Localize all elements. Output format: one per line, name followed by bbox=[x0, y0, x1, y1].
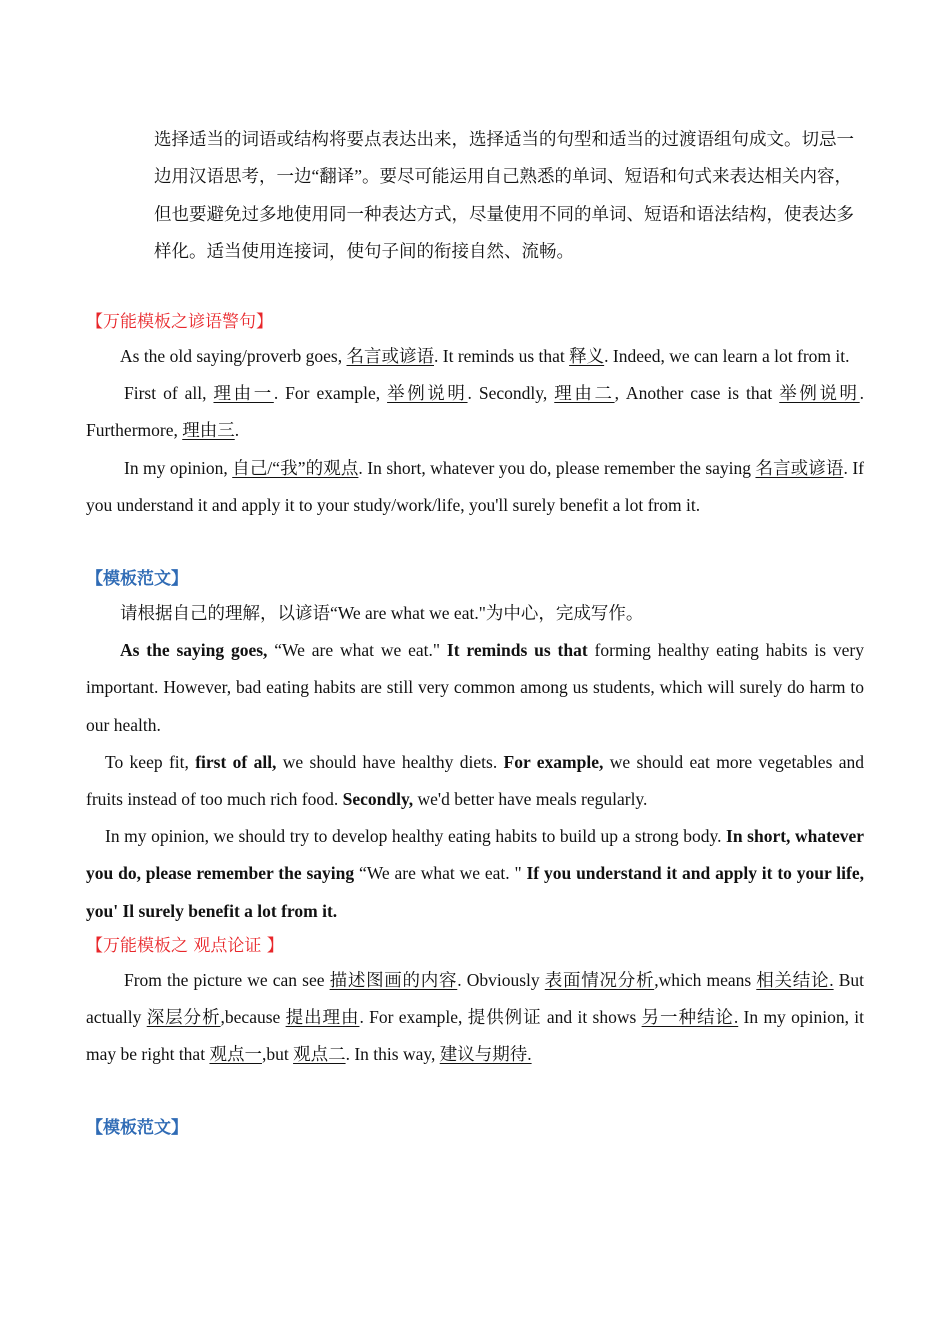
text-run: In my opinion, bbox=[124, 457, 233, 478]
placeholder-blank: 描述图画的内容 bbox=[329, 970, 458, 990]
text-run: . bbox=[234, 420, 240, 441]
section-heading-sample-essay-1: 【模板范文】 bbox=[86, 569, 188, 589]
keyword-run: It reminds us that bbox=[446, 640, 588, 661]
placeholder-blank: 举例说明 bbox=[779, 383, 860, 404]
proverb-template-paragraph-2 bbox=[86, 375, 864, 449]
sample-essay-1-prompt: 请根据自己的理解，以谚语“We are what we eat."为中心，完成写作。 bbox=[120, 603, 644, 623]
section-heading-sample-essay-2: 【模板范文】 bbox=[86, 1118, 188, 1138]
text-run: . Obviously bbox=[457, 970, 545, 990]
proverb-template-paragraph-1 bbox=[86, 338, 864, 375]
text-run: In my opinion, we should try to develop healthy eating habits to build up a strong body. bbox=[105, 826, 727, 847]
text-run: . If you understand it and apply it to your study/work/life, you'll surely benefit a lot from it. bbox=[86, 457, 865, 515]
text-run: “We are what we eat." bbox=[267, 640, 447, 661]
text-run: we should have healthy diets. bbox=[276, 751, 504, 772]
proverb-template-paragraph-3 bbox=[86, 450, 864, 524]
placeholder-blank: 观点一 bbox=[209, 1044, 262, 1065]
argument-template-paragraph bbox=[86, 962, 864, 1074]
text-run: . For example, bbox=[273, 383, 388, 404]
placeholder-blank: 理由一 bbox=[213, 383, 274, 404]
placeholder-blank: 相关结论. bbox=[756, 970, 834, 990]
text-run: . Furthermore, bbox=[86, 383, 865, 441]
placeholder-blank: 释义 bbox=[569, 346, 605, 366]
text-run: . In short, whatever you do, please remember the saying bbox=[358, 457, 756, 478]
placeholder-blank: 观点二 bbox=[293, 1044, 346, 1065]
keyword-run: As the saying goes, bbox=[120, 640, 268, 661]
text-run: From the picture we can see bbox=[124, 970, 330, 990]
text-run: First of all, bbox=[124, 383, 214, 404]
text-run: forming healthy eating habits is very important. However, bad eating habits are still very common among us students, which will surely do harm to our health. bbox=[86, 640, 865, 735]
placeholder-blank: 举例说明 bbox=[387, 383, 468, 404]
argument-template-body bbox=[86, 962, 864, 1074]
text-run: . Secondly, bbox=[467, 383, 555, 404]
keyword-run: first of all, bbox=[195, 751, 277, 772]
text-run: But actually bbox=[86, 970, 865, 1028]
text-run: we'd better have meals regularly. bbox=[413, 789, 648, 810]
placeholder-blank: 理由二 bbox=[554, 383, 615, 404]
text-run: . It reminds us that bbox=[434, 346, 570, 366]
sample-essay-1-paragraph-3 bbox=[86, 818, 864, 930]
section-heading-proverb-template: 【万能模板之谚语警句】 bbox=[86, 312, 273, 332]
sample-essay-1-body bbox=[86, 595, 864, 930]
text-run: To keep fit, bbox=[105, 751, 196, 772]
text-run: In my opinion, it may be right that bbox=[86, 1007, 865, 1065]
keyword-run: Secondly, bbox=[342, 789, 414, 810]
sample-essay-1-paragraph-2 bbox=[86, 744, 864, 818]
placeholder-blank: 自己/“我”的观点 bbox=[232, 457, 359, 478]
text-run: As the old saying/proverb goes, bbox=[120, 346, 347, 366]
text-run: . For example, 提供例证 and it shows bbox=[359, 1007, 642, 1028]
keyword-run: If you understand it and apply it to your life, you' Il surely benefit a lot from it. bbox=[86, 863, 865, 921]
placeholder-blank: 建议与期待. bbox=[439, 1044, 532, 1065]
placeholder-blank: 表面情况分析 bbox=[544, 970, 655, 990]
text-run: . Indeed, we can learn a lot from it. bbox=[604, 346, 850, 366]
placeholder-blank: 名言或谚语 bbox=[755, 457, 844, 478]
proverb-template-body bbox=[86, 338, 864, 524]
placeholder-blank: 名言或谚语 bbox=[346, 346, 434, 366]
sample-essay-1-paragraph-1 bbox=[86, 632, 864, 744]
text-run: “We are what we eat. " bbox=[354, 863, 527, 884]
placeholder-blank: 理由三 bbox=[182, 420, 235, 441]
text-run: ,because bbox=[220, 1007, 286, 1028]
intro-paragraph: 选择适当的词语或结构将要点表达出来，选择适当的句型和适当的过渡语组句成文。切忌一边用汉语思考，一边“翻译”。要尽可能运用自己熟悉的单词、短语和句式来表达相关内容，但也要避免过多地使用同一种表达方式，尽量使用不同的单词、短语和语法结构，使表达多样化。适当使用连接词，使句子间的衔接自然、流畅。 bbox=[154, 129, 854, 261]
section-heading-argument-template: 【万能模板之 观点论证 】 bbox=[86, 936, 284, 956]
text-run: , Another case is that bbox=[614, 383, 780, 404]
placeholder-blank: 提出理由 bbox=[285, 1007, 360, 1028]
text-run: we should eat more vegetables and fruits instead of too much rich food. bbox=[86, 751, 864, 810]
placeholder-blank: 另一种结论. bbox=[641, 1007, 739, 1028]
text-run: ,which means bbox=[654, 970, 757, 990]
keyword-run: In short, whatever you do, please remember the saying bbox=[86, 826, 864, 884]
placeholder-blank: 深层分析 bbox=[146, 1007, 221, 1028]
text-run: ,but bbox=[261, 1044, 294, 1065]
keyword-run: For example, bbox=[503, 751, 604, 772]
text-run: . In this way, bbox=[345, 1044, 440, 1065]
